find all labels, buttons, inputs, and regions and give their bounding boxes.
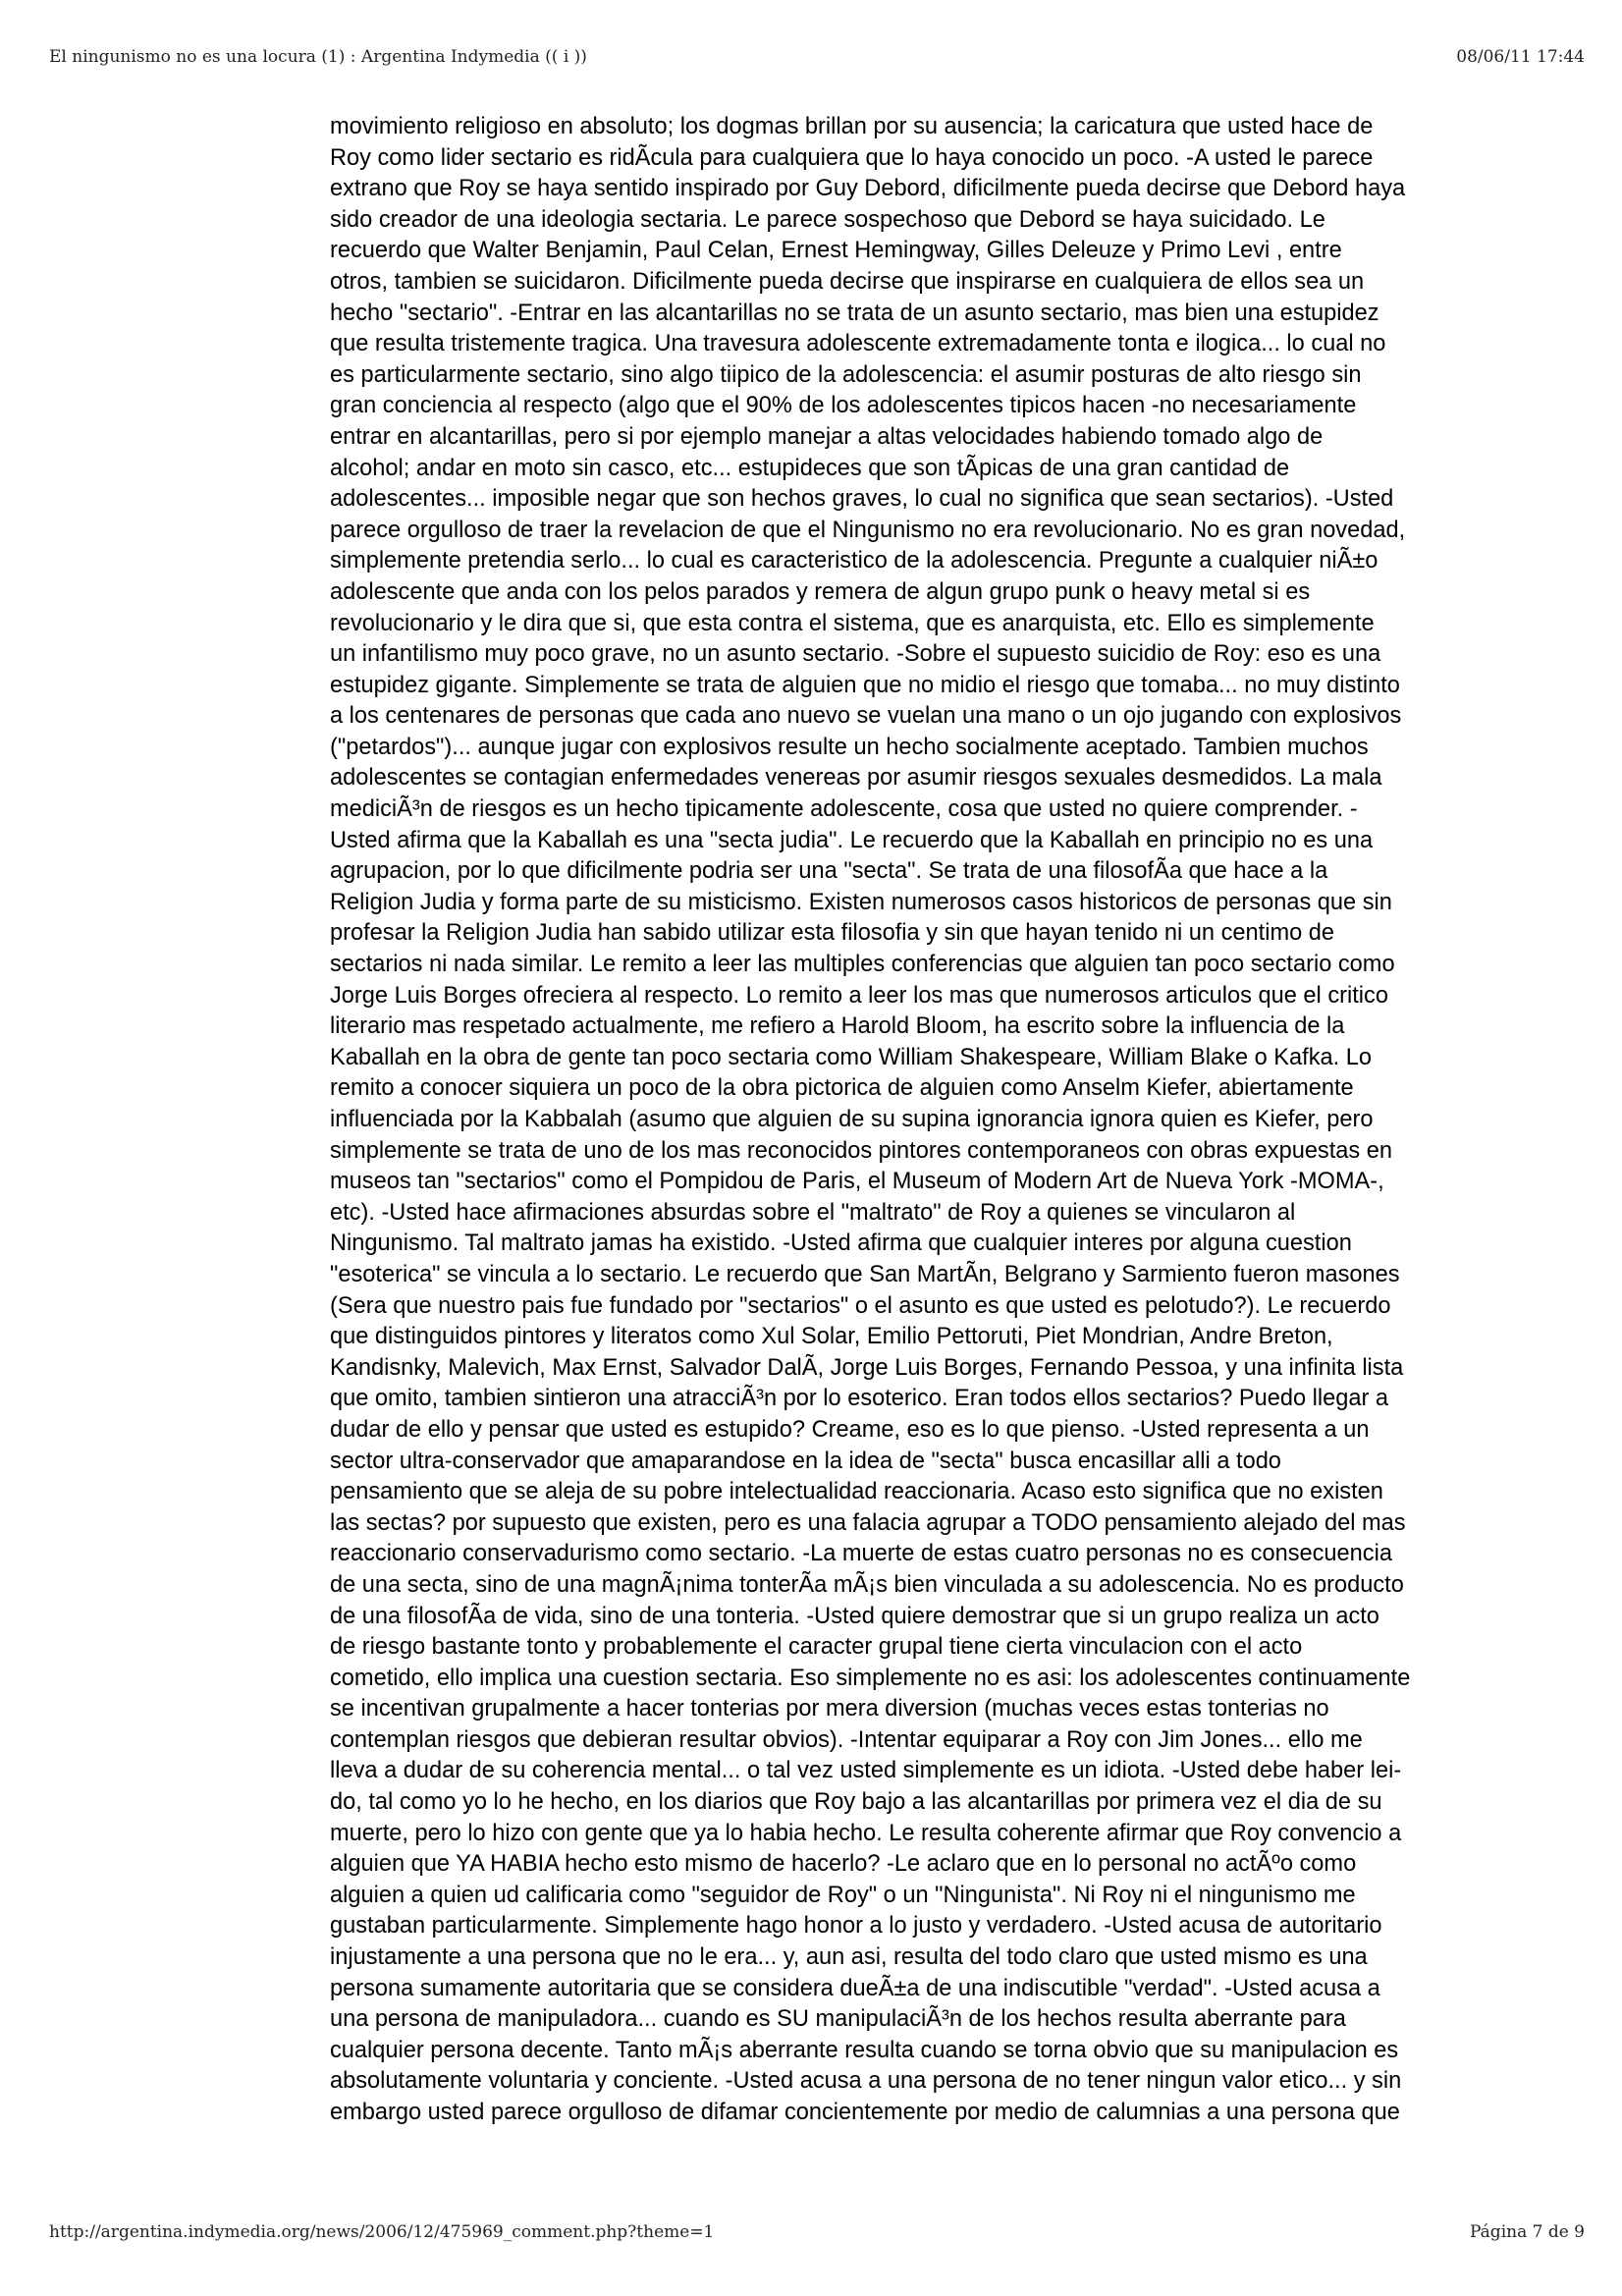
text-line: simplemente pretendia serlo... lo cual es caracteristico de la adolescencia. Pregunte a cualquier niÃ±o [330,548,1379,574]
text-line: de una filosofÃa de vida, sino de una tonteria. -Usted quiere demostrar que si un grupo realiza un acto [330,1603,1379,1629]
text-line: sido creador de una ideologia sectaria. Le parece sospechoso que Debord se haya suicidado. Le [330,206,1325,233]
text-line: de riesgo bastante tonto y probablemente el caracter grupal tiene cierta vinculacion con el acto [330,1634,1303,1661]
text-line: Kandisnky, Malevich, Max Ernst, Salvador DalÃ, Jorge Luis Borges, Fernando Pessoa, y una infinita lista [330,1354,1404,1381]
text-line: extrano que Roy se haya sentido inspirado por Guy Debord, dificilmente pueda decirse que Debord haya [330,176,1406,202]
text-line: adolescentes... imposible negar que son hechos graves, lo cual no significa que sean sectarios). -Usted [330,486,1394,513]
page-title: El ningunismo no es una locura (1) : Argentina Indymedia (( i )) [49,47,587,67]
text-line: es particularmente sectario, sino algo tiipico de la adolescencia: el asumir posturas de alto riesgo sin [330,361,1362,388]
text-line: remito a conocer siquiera un poco de la obra pictorica de alguien como Anselm Kiefer, abiertamente [330,1075,1354,1102]
text-line: entrar en alcantarillas, pero si por ejemplo manejar a altas velocidades habiendo tomado algo de [330,423,1324,450]
text-line: cometido, ello implica una cuestion sectaria. Eso simplemente no es asi: los adolescentes continuamente [330,1665,1411,1691]
text-line: contemplan riesgos que debieran resultar obvios). -Intentar equiparar a Roy con Jim Jones... ello me [330,1726,1363,1753]
text-line: gustaban particularmente. Simplemente hago honor a lo justo y verdadero. -Usted acusa de autoritario [330,1913,1382,1940]
text-line: estupidez gigante. Simplemente se trata de alguien que no midio el riesgo que tomaba... no muy distinto [330,672,1400,698]
page-header [49,47,1585,77]
text-line: otros, tambien se suicidaron. Dificilmente pueda decirse que inspirarse en cualquiera de ellos sea un [330,268,1365,295]
text-line: sector ultra-conservador que amaparandose en la idea de "secta" busca encasillar alli a todo [330,1448,1281,1474]
text-line: ("petardos")... aunque jugar con explosivos resulte un hecho socialmente aceptado. Tambien muchos [330,734,1369,760]
comment-body [330,112,1545,2129]
text-line: lleva a dudar de su coherencia mental... o tal vez usted simplemente es un idiota. -Usted debe haber lei- [330,1758,1402,1784]
text-line: a los centenares de personas que cada ano nuevo se vuelan una mano o un ojo jugando con explosivos [330,703,1402,730]
text-line: Ningunismo. Tal maltrato jamas ha existido. -Usted afirma que cualquier interes por alguna cuestion [330,1230,1352,1257]
text-line: dudar de ello y pensar que usted es estupido? Creame, eso es lo que pienso. -Usted representa a un [330,1416,1370,1443]
text-line: (Sera que nuestro pais fue fundado por "sectarios" o el asunto es que usted es pelotudo?). Le recuerdo [330,1292,1391,1319]
source-url: http://argentina.indymedia.org/news/2006/12/475969_comment.php?theme=1 [49,2222,715,2242]
text-line: alcohol; andar en moto sin casco, etc... estupideces que son tÃpicas de una gran cantidad de [330,455,1290,481]
text-line: agrupacion, por lo que dificilmente podria ser una "secta". Se trata de una filosofÃa que hace a la [330,858,1328,885]
text-line: que omito, tambien sintieron una atracciÃ³n por lo esoterico. Eran todos ellos sectarios? Puedo llegar a [330,1386,1389,1412]
text-line: las sectas? por supuesto que existen, pero es una falacia agrupar a TODO pensamiento alejado del mas [330,1509,1406,1536]
text-line: persona sumamente autoritaria que se considera dueÃ±a de una indiscutible "verdad". -Usted acusa a [330,1975,1380,2001]
text-line: sectarios ni nada similar. Le remito a leer las multiples conferencias que alguien tan poco sectario como [330,952,1395,978]
text-line: parece orgulloso de traer la revelacion de que el Ningunismo no era revolucionario. No es gran novedad, [330,517,1406,543]
text-line: que distinguidos pintores y literatos como Xul Solar, Emilio Pettoruti, Piet Mondrian, Andre Breton, [330,1324,1333,1350]
text-line: adolescentes se contagian enfermedades venereas por asumir riesgos sexuales desmedidos. La mala [330,765,1382,792]
text-line: injustamente a una persona que no le era... y, aun asi, resulta del todo claro que usted mismo es una [330,1944,1368,1971]
text-line: gran conciencia al respecto (algo que el 90% de los adolescentes tipicos hacen -no necesariamente [330,393,1357,419]
text-line: Jorge Luis Borges ofreciera al respecto. Lo remito a leer los mas que numerosos articulos que el critico [330,982,1388,1009]
text-line: una persona de manipuladora... cuando es SU manipulaciÃ³n de los hechos resulta aberrante para [330,2006,1346,2033]
text-line: "esoterica" se vincula a lo sectario. Le recuerdo que San MartÃn, Belgrano y Sarmiento fueron masones [330,1261,1400,1287]
text-line: se incentivan grupalmente a hacer tonterias por mera diversion (muchas veces estas tonterias no [330,1696,1329,1722]
text-line: profesar la Religion Judia han sabido utilizar esta filosofia y sin que hayan tenido ni un centimo de [330,920,1335,947]
text-line: Kaballah en la obra de gente tan poco sectaria como William Shakespeare, William Blake o Kafka. Lo [330,1044,1372,1070]
print-datetime: 08/06/11 17:44 [1456,47,1585,67]
text-line: recuerdo que Walter Benjamin, Paul Celan, Ernest Hemingway, Gilles Deleuze y Primo Levi , entre [330,238,1342,264]
text-line: que resulta tristemente tragica. Una travesura adolescente extremadamente tonta e ilogica... lo cual no [330,331,1386,357]
text-line: muerte, pero lo hizo con gente que ya lo habia hecho. Le resulta coherente afirmar que Roy convencio a [330,1820,1402,1846]
text-line: do, tal como yo lo he hecho, en los diarios que Roy bajo a las alcantarillas por primera vez el dia de su [330,1789,1382,1816]
text-line: reaccionario conservadurismo como sectario. -La muerte de estas cuatro personas no es consecuencia [330,1541,1392,1567]
text-line: mediciÃ³n de riesgos es un hecho tipicamente adolescente, cosa que usted no quiere comprender. - [330,796,1358,823]
text-line: alguien que YA HABIA hecho esto mismo de hacerlo? -Le aclaro que en lo personal no actÃºo como [330,1851,1357,1878]
text-line: etc). -Usted hace afirmaciones absurdas sobre el "maltrato" de Roy a quienes se vincularon al [330,1199,1296,1226]
page-number: Página 7 de 9 [1470,2222,1585,2242]
text-line: hecho "sectario". -Entrar en las alcantarillas no se trata de un asunto sectario, mas bien una estupidez [330,300,1379,326]
text-line: revolucionario y le dira que si, que esta contra el sistema, que es anarquista, etc. Ello es simplemente [330,610,1375,636]
page-footer [49,2222,1585,2252]
text-line: alguien a quien ud calificaria como "seguidor de Roy" o un "Ningunista". Ni Roy ni el ningunismo me [330,1882,1356,1908]
text-line: cualquier persona decente. Tanto mÃ¡s aberrante resulta cuando se torna obvio que su manipulacion es [330,2037,1399,2063]
text-line: movimiento religioso en absoluto; los dogmas brillan por su ausencia; la caricatura que usted hace de [330,114,1374,139]
text-line: embargo usted parece orgulloso de difamar concientemente por medio de calumnias a una persona que [330,2100,1400,2125]
text-line: Religion Judia y forma parte de su misticismo. Existen numerosos casos historicos de personas que sin [330,889,1392,915]
text-line: absolutamente voluntaria y conciente. -Usted acusa a una persona de no tener ningun valor etico... y sin [330,2068,1402,2095]
text-line: literario mas respetado actualmente, me refiero a Harold Bloom, ha escrito sobre la influencia de la [330,1013,1345,1040]
text-line: Usted afirma que la Kaballah es una "secta judia". Le recuerdo que la Kaballah en principio no es una [330,827,1374,853]
text-line: Roy como lider sectario es ridÃcula para cualquiera que lo haya conocido un poco. -A usted le parece [330,144,1374,171]
text-line: de una secta, sino de una magnÃ¡nima tonterÃa mÃ¡s bien vinculada a su adolescencia. No es producto [330,1571,1404,1598]
text-line: adolescente que anda con los pelos parados y remera de algun grupo punk o heavy metal si es [330,578,1311,605]
text-line: simplemente se trata de uno de los mas reconocidos pintores contemporaneos con obras expuestas en [330,1137,1393,1164]
text-line: un infantilismo muy poco grave, no un asunto sectario. -Sobre el supuesto suicidio de Roy: eso es una [330,641,1381,668]
text-line: influenciada por la Kabbalah (asumo que alguien de su supina ignorancia ignora quien es Kiefer, pero [330,1107,1374,1132]
text-line: pensamiento que se aleja de su pobre intelectualidad reaccionaria. Acaso esto significa que no existen [330,1479,1383,1505]
text-line: museos tan "sectarios" como el Pompidou de Paris, el Museum of Modern Art de Nueva York -MOMA-, [330,1169,1384,1195]
